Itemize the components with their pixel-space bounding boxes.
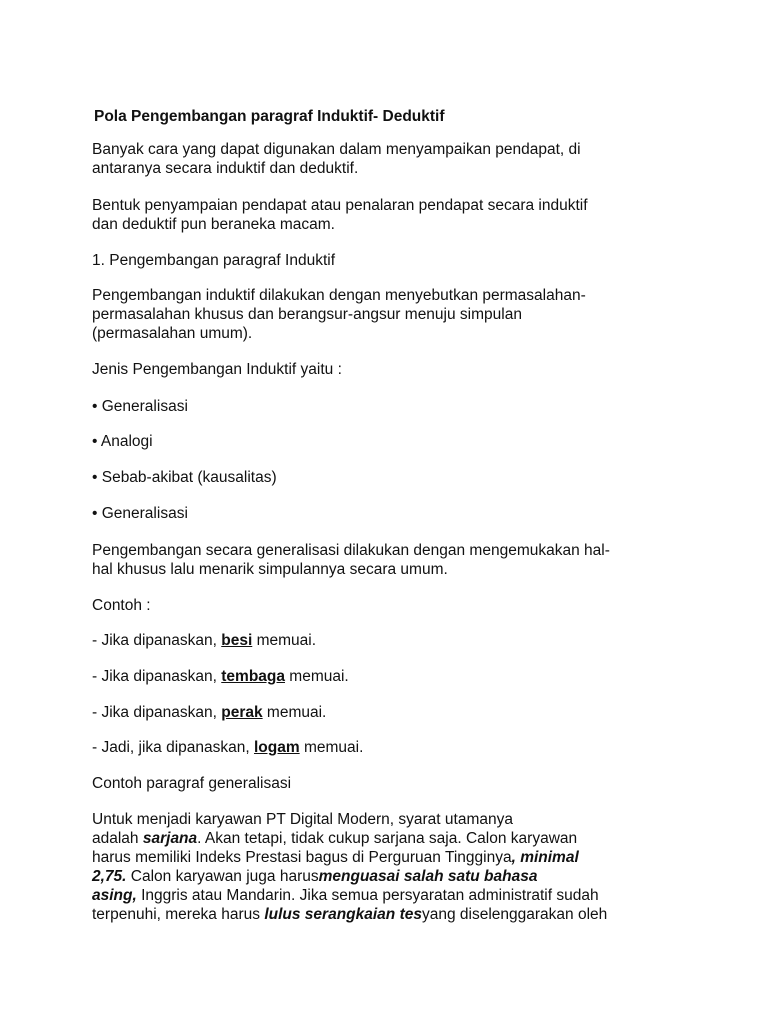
example-keyword: logam [253, 739, 300, 756]
example-keyword: besi [221, 632, 253, 649]
text-run: terpenuhi, mereka harus [92, 906, 265, 923]
emphasis-run: 2,75. [92, 868, 127, 885]
text-run: . Akan tetapi, tidak cukup sarjana saja. Calon karyawan [197, 830, 578, 847]
section-heading: 1. Pengembangan paragraf Induktif [92, 252, 336, 269]
example-line [92, 738, 692, 757]
example-keyword: tembaga [221, 668, 285, 685]
paragraph-bentuk [92, 196, 692, 234]
text-line [92, 868, 537, 885]
paragraph-induktif [92, 286, 692, 343]
text-line: Pengembangan induktif dilakukan dengan menyebutkan permasalahan- [92, 287, 586, 304]
example-prefix: - Jika dipanaskan, [92, 704, 222, 721]
example-keyword: perak [221, 704, 263, 721]
example-line [92, 667, 692, 686]
example-prefix: - Jadi, jika dipanaskan, [92, 739, 254, 756]
text-line: Pengembangan secara generalisasi dilakukan dengan mengemukakan hal- [92, 542, 610, 559]
paragraph-example [92, 810, 692, 924]
text-line: (permasalahan umum). [92, 325, 253, 342]
bullet-item: • Analogi [92, 433, 153, 450]
text-run: harus memiliki Indeks Prestasi bagus di Perguruan Tingginya [92, 849, 512, 866]
paragraph-generalisasi [92, 541, 692, 579]
jenis-heading: Jenis Pengembangan Induktif yaitu : [92, 361, 342, 378]
emphasis-run: lulus serangkaian tes [264, 906, 422, 923]
bullet-item: • Generalisasi [92, 505, 188, 522]
example-suffix: memuai. [252, 632, 317, 649]
text-line: dan deduktif pun beraneka macam. [92, 216, 335, 233]
text-line [92, 830, 577, 847]
text-line: Untuk menjadi karyawan PT Digital Modern, syarat utamanya [92, 811, 513, 828]
example-line [92, 631, 692, 650]
text-run: Calon karyawan juga harus [126, 868, 319, 885]
text-run: Inggris atau Mandarin. Jika semua persyaratan administratif sudah [136, 887, 599, 904]
text-line [92, 906, 607, 923]
emphasis-run: asing, [92, 887, 137, 904]
bullet-item: • Sebab-akibat (kausalitas) [92, 469, 277, 486]
example-suffix: memuai. [285, 668, 349, 685]
emphasis-run: menguasai salah satu bahasa [318, 868, 538, 885]
text-line [92, 887, 599, 904]
text-run: adalah [92, 830, 143, 847]
text-line: permasalahan khusus dan berangsur-angsur menuju simpulan [92, 306, 522, 323]
example-line [92, 703, 692, 722]
text-line [92, 849, 579, 866]
bullet-item: • Generalisasi [92, 398, 188, 415]
contoh-label: Contoh : [92, 597, 151, 614]
example-suffix: memuai. [299, 739, 364, 756]
text-line: antaranya secara induktif dan deduktif. [92, 160, 359, 177]
contoh-paragraf-heading: Contoh paragraf generalisasi [92, 775, 292, 792]
document-title: Pola Pengembangan paragraf Induktif- Deduktif [94, 108, 445, 125]
emphasis-run: , minimal [511, 849, 579, 866]
emphasis-run: sarjana [142, 830, 198, 847]
example-prefix: - Jika dipanaskan, [92, 632, 222, 649]
example-prefix: - Jika dipanaskan, [92, 668, 222, 685]
text-line: Banyak cara yang dapat digunakan dalam menyampaikan pendapat, di [92, 141, 581, 158]
text-line: hal khusus lalu menarik simpulannya secara umum. [92, 561, 448, 578]
example-suffix: memuai. [262, 704, 327, 721]
paragraph-intro [92, 140, 692, 178]
text-run: yang diselenggarakan oleh [421, 906, 608, 923]
text-line: Bentuk penyampaian pendapat atau penalaran pendapat secara induktif [92, 197, 588, 214]
